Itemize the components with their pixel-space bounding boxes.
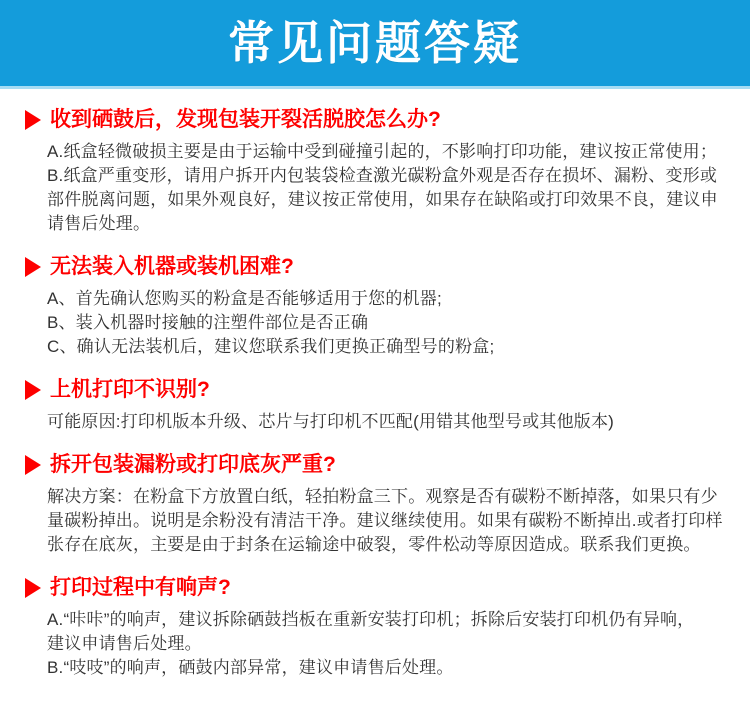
answer-block bbox=[25, 410, 730, 434]
answer-line: A.“咔咔”的响声，建议拆除硒鼓挡板在重新安装打印机；拆除后安装打印机仍有异响， bbox=[47, 610, 695, 629]
answer-block bbox=[25, 140, 730, 236]
answer-block bbox=[25, 608, 730, 680]
answer-line: 量碳粉掉出。说明是余粉没有清洁干净。建议继续使用。如果有碳粉不断掉出.或者打印样 bbox=[47, 511, 723, 530]
answer-line: C、确认无法装机后，建议您联系我们更换正确型号的粉盒; bbox=[47, 337, 495, 356]
answer-block bbox=[25, 485, 730, 557]
answer-line: 请售后处理。 bbox=[47, 214, 151, 233]
answer-line: A.纸盒轻微破损主要是由于运输中受到碰撞引起的，不影响打印功能，建议按正常使用； bbox=[47, 142, 718, 161]
question-row bbox=[25, 575, 730, 601]
question-row bbox=[25, 107, 730, 133]
question-text: 上机打印不识别? bbox=[50, 378, 210, 401]
question-text: 无法装入机器或装机困难? bbox=[50, 255, 294, 278]
answer-block bbox=[25, 287, 730, 359]
question-text: 收到硒鼓后，发现包装开裂活脱胶怎么办? bbox=[50, 108, 441, 131]
question-row bbox=[25, 254, 730, 280]
answer-line: B.“吱吱”的响声，硒鼓内部异常，建议申请售后处理。 bbox=[47, 658, 454, 677]
faq-section bbox=[25, 254, 730, 359]
triangle-bullet-icon bbox=[25, 578, 41, 598]
faq-section bbox=[25, 452, 730, 557]
answer-line: 可能原因:打印机版本升级、芯片与打印机不匹配(用错其他型号或其他版本) bbox=[47, 412, 615, 431]
answer-line: 张存在底灰，主要是由于封条在运输途中破裂，零件松动等原因造成。联系我们更换。 bbox=[47, 535, 701, 554]
answer-line: A、首先确认您购买的粉盒是否能够适用于您的机器; bbox=[47, 289, 442, 308]
triangle-bullet-icon bbox=[25, 455, 41, 475]
answer-line: 部件脱离问题，如果外观良好，建议按正常使用，如果存在缺陷或打印效果不良，建议申 bbox=[47, 190, 718, 209]
triangle-bullet-icon bbox=[25, 380, 41, 400]
question-row bbox=[25, 452, 730, 478]
question-text: 打印过程中有响声? bbox=[50, 576, 231, 599]
faq-banner bbox=[0, 0, 750, 89]
faq-section bbox=[25, 107, 730, 236]
triangle-bullet-icon bbox=[25, 257, 41, 277]
faq-section bbox=[25, 575, 730, 680]
faq-content bbox=[0, 89, 750, 680]
answer-line: 建议申请售后处理。 bbox=[47, 634, 202, 653]
question-text: 拆开包装漏粉或打印底灰严重? bbox=[50, 453, 336, 476]
triangle-bullet-icon bbox=[25, 110, 41, 130]
faq-sections bbox=[25, 107, 730, 680]
answer-line: B.纸盒严重变形，请用户拆开内包装袋检查激光碳粉盒外观是否存在损坏、漏粉、变形或 bbox=[47, 166, 718, 185]
answer-line: 解决方案：在粉盒下方放置白纸，轻拍粉盒三下。观察是否有碳粉不断掉落，如果只有少 bbox=[47, 487, 718, 506]
question-row bbox=[25, 377, 730, 403]
page-title: 常见问题答疑 bbox=[228, 17, 522, 69]
answer-line: B、装入机器时接触的注塑件部位是否正确 bbox=[47, 313, 369, 332]
faq-section bbox=[25, 377, 730, 434]
